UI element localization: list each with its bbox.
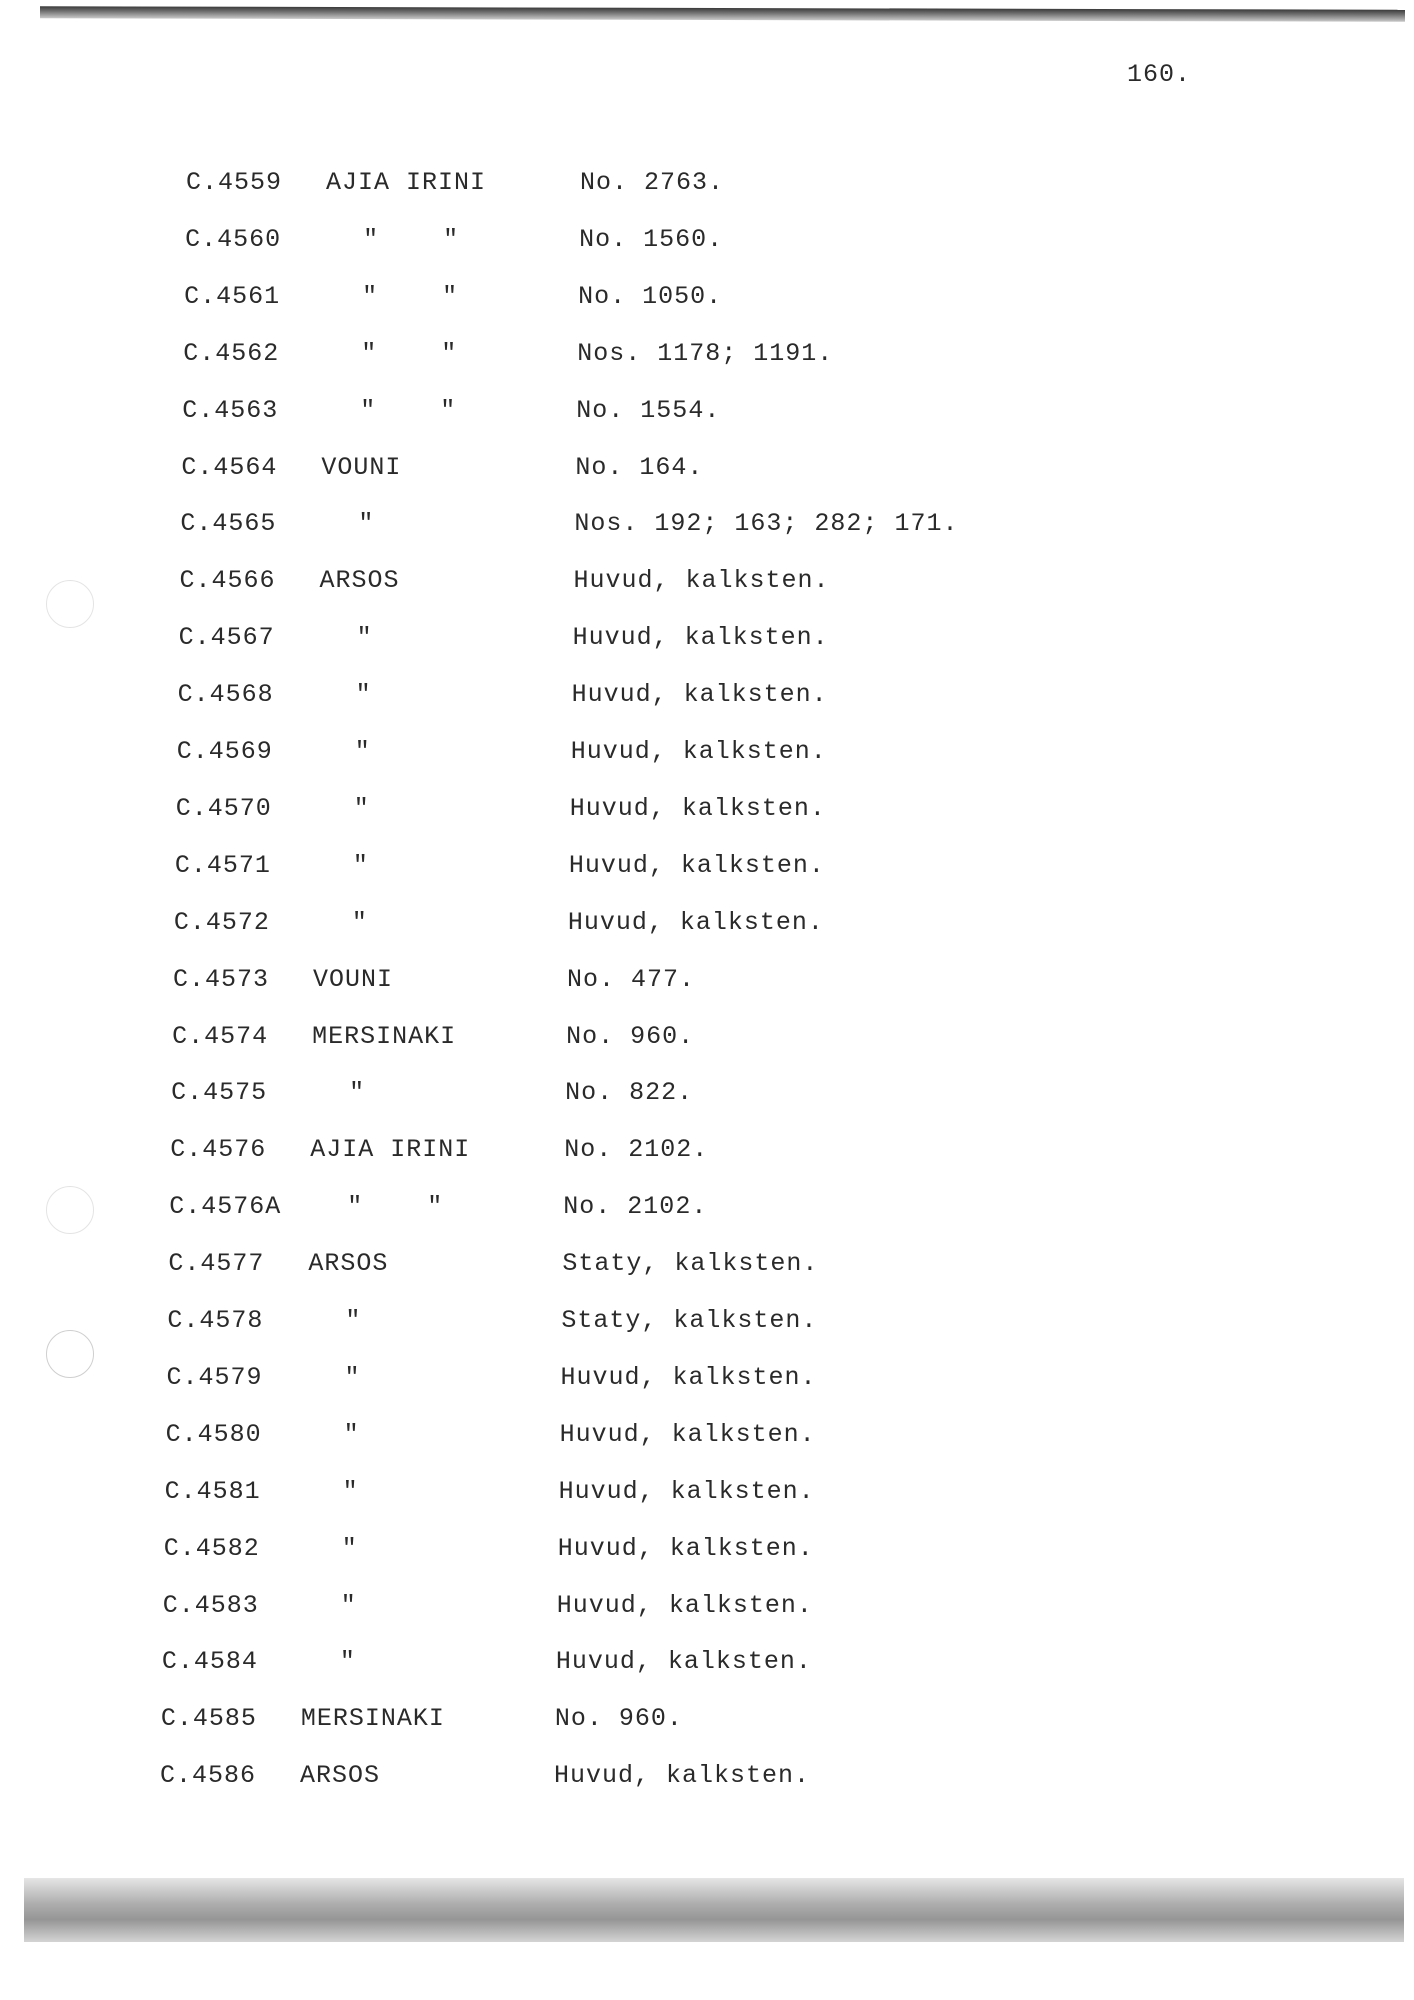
catalogue-number: C.4581 [164, 1476, 261, 1506]
item-description: Huvud, kalksten. [567, 907, 824, 937]
ditto-mark: " [355, 680, 372, 710]
catalogue-number: C.4559 [186, 168, 283, 197]
item-description: Huvud, kalksten. [554, 1761, 811, 1791]
item-description: Huvud, kalksten. [557, 1533, 814, 1563]
catalogue-number: C.4561 [184, 281, 281, 311]
catalogue-number: C.4572 [173, 907, 270, 937]
catalogue-number: C.4566 [179, 566, 276, 596]
ditto-mark: " [442, 281, 459, 311]
catalogue-number: C.4579 [166, 1362, 263, 1392]
site-name: ARSOS [319, 566, 400, 596]
item-description: No. 1554. [576, 395, 721, 425]
item-description: No. 960. [554, 1704, 683, 1734]
scan-bottom-edge [24, 1878, 1404, 1942]
ditto-mark: " [360, 395, 377, 425]
item-description: Staty, kalksten. [561, 1306, 818, 1335]
site-name: ARSOS [300, 1761, 381, 1791]
item-description: No. 2102. [564, 1135, 709, 1165]
ditto-mark: " [361, 338, 378, 368]
ditto-mark: " [349, 1078, 366, 1108]
ditto-mark: " [353, 793, 370, 823]
ditto-mark: " [427, 1192, 444, 1222]
catalogue-number: C.4562 [183, 338, 280, 368]
ditto-mark: " [443, 224, 460, 254]
item-description: No. 164. [575, 452, 704, 482]
item-description: No. 822. [565, 1078, 694, 1108]
catalogue-number: C.4569 [176, 737, 273, 766]
item-description: Staty, kalksten. [562, 1249, 819, 1279]
item-description: Huvud, kalksten. [571, 680, 828, 710]
ditto-mark: " [347, 1192, 364, 1222]
ditto-mark: " [440, 395, 457, 425]
page-number: 160. [1127, 60, 1192, 89]
ditto-mark: " [345, 1306, 362, 1335]
ditto-mark: " [354, 737, 371, 766]
catalogue-number: C.4580 [165, 1419, 262, 1449]
item-description: Huvud, kalksten. [573, 566, 830, 596]
catalogue-number: C.4574 [172, 1021, 269, 1051]
ditto-mark: " [351, 907, 368, 937]
ditto-mark: " [363, 224, 380, 254]
site-name: AJIA IRINI [326, 168, 487, 197]
catalogue-number: C.4563 [182, 395, 279, 425]
item-description: No. 1560. [579, 224, 724, 254]
site-name: MERSINAKI [312, 1021, 457, 1051]
item-description: Huvud, kalksten. [572, 623, 829, 653]
site-name: MERSINAKI [300, 1704, 445, 1734]
catalogue-number: C.4582 [163, 1533, 260, 1563]
ditto-mark: " [356, 623, 373, 653]
punch-hole [46, 580, 94, 628]
item-description: No. 477. [567, 964, 696, 994]
item-description: Huvud, kalksten. [568, 850, 825, 880]
catalogue-number: C.4567 [178, 623, 275, 653]
catalogue-number: C.4560 [185, 224, 282, 254]
catalogue-number: C.4564 [181, 452, 278, 482]
catalogue-number: C.4573 [173, 964, 270, 994]
ditto-mark: " [441, 338, 458, 368]
ditto-mark: " [358, 509, 375, 539]
site-name: AJIA IRINI [310, 1135, 471, 1165]
item-description: Huvud, kalksten. [559, 1419, 816, 1449]
catalogue-number: C.4585 [160, 1704, 257, 1734]
ditto-mark: " [344, 1362, 361, 1392]
site-name: ARSOS [308, 1249, 389, 1279]
ditto-mark: " [341, 1533, 358, 1563]
item-description: Huvud, kalksten. [570, 737, 827, 766]
item-description: Huvud, kalksten. [569, 793, 826, 823]
catalogue-number: C.4568 [177, 680, 274, 710]
item-description: Nos. 1178; 1191. [577, 338, 834, 368]
ditto-mark: " [343, 1419, 360, 1449]
catalogue-number: C.4576A [169, 1192, 282, 1222]
ditto-mark: " [362, 281, 379, 311]
item-description: No. 2763. [580, 168, 725, 197]
punch-hole [46, 1186, 94, 1234]
catalogue-number: C.4570 [175, 793, 272, 823]
item-description: Huvud, kalksten. [555, 1647, 812, 1677]
catalogue-number: C.4583 [162, 1590, 259, 1620]
ditto-mark: " [352, 850, 369, 880]
ditto-mark: " [342, 1476, 359, 1506]
item-description: Huvud, kalksten. [560, 1362, 817, 1392]
catalogue-number: C.4584 [161, 1647, 258, 1677]
catalogue-number: C.4571 [174, 850, 271, 880]
punch-hole [46, 1330, 94, 1378]
item-description: No. 2102. [563, 1192, 708, 1222]
item-description: No. 1050. [578, 281, 723, 311]
catalogue-number: C.4578 [167, 1306, 264, 1335]
item-description: Huvud, kalksten. [558, 1476, 815, 1506]
item-description: Huvud, kalksten. [556, 1590, 813, 1620]
ditto-mark: " [339, 1647, 356, 1677]
item-description: No. 960. [566, 1021, 695, 1051]
catalogue-number: C.4576 [170, 1135, 267, 1165]
site-name: VOUNI [313, 964, 394, 994]
catalogue-number: C.4577 [168, 1249, 265, 1279]
scan-top-edge [40, 6, 1405, 22]
ditto-mark: " [340, 1590, 357, 1620]
item-description: Nos. 192; 163; 282; 171. [574, 509, 959, 539]
site-name: VOUNI [321, 452, 402, 482]
catalogue-number: C.4565 [180, 509, 277, 539]
catalogue-number: C.4586 [160, 1761, 257, 1791]
catalogue-number: C.4575 [171, 1078, 268, 1108]
